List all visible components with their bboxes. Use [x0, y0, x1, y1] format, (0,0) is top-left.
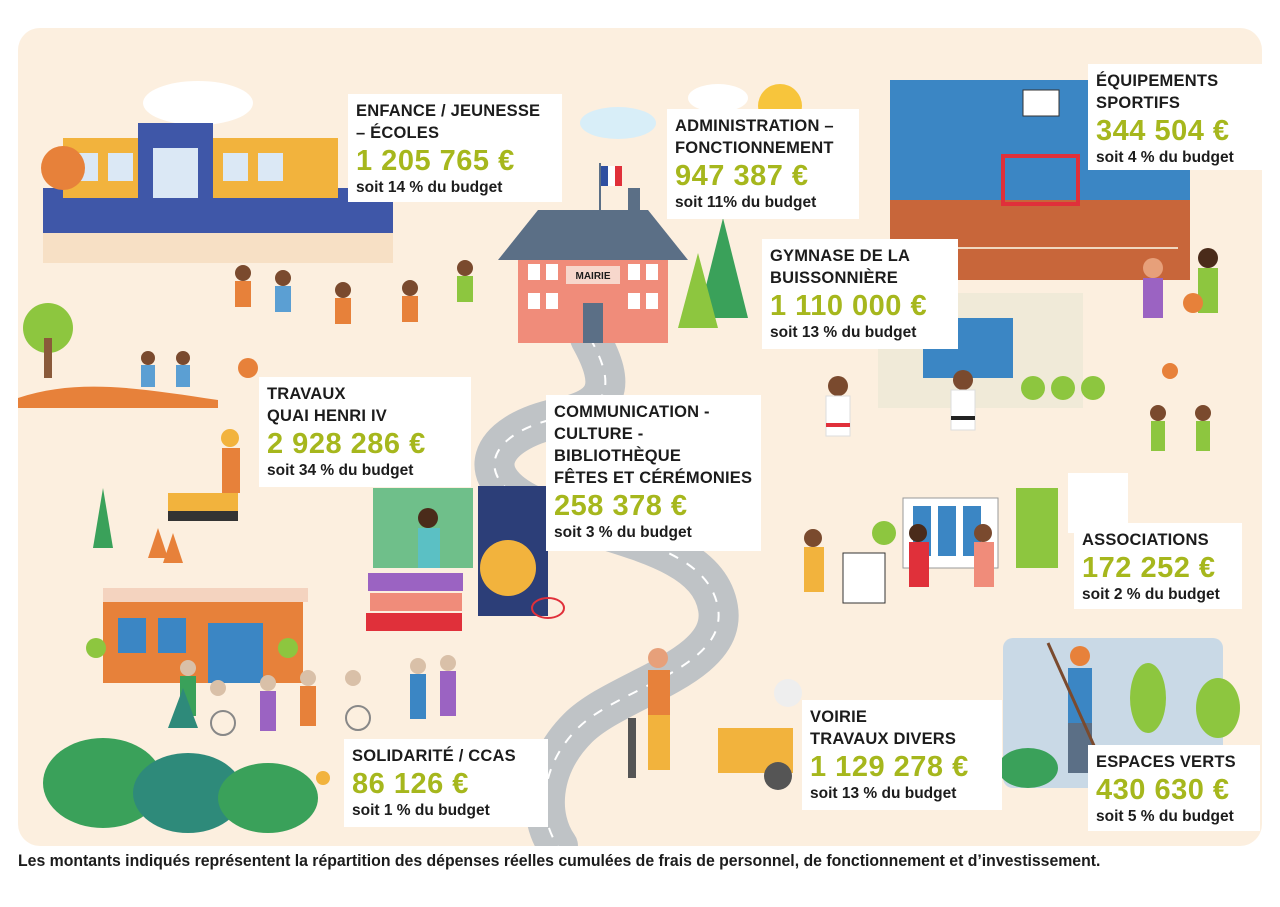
- card-title: BUISSONNIÈRE: [770, 269, 899, 287]
- card-title: ADMINISTRATION –: [675, 117, 834, 135]
- card-communication-culture: [546, 395, 761, 551]
- card-title: CULTURE -: [554, 425, 644, 443]
- construction-illustration: [93, 429, 240, 563]
- card-title: TRAVAUX: [267, 385, 346, 403]
- card-title: FONCTIONNEMENT: [675, 139, 834, 157]
- card-title: ÉQUIPEMENTS: [1096, 72, 1219, 90]
- card-amount: 1 129 278 €: [810, 751, 969, 783]
- card-solidarite-ccas: [344, 739, 548, 827]
- children-illustration: [141, 260, 473, 387]
- card-share: soit 4 % du budget: [1096, 149, 1234, 166]
- card-title: – ÉCOLES: [356, 124, 440, 142]
- card-amount: 258 378 €: [554, 490, 688, 522]
- card-amount: 947 387 €: [675, 160, 809, 192]
- card-title: ASSOCIATIONS: [1082, 531, 1209, 549]
- card-espaces-verts: [1088, 745, 1260, 831]
- card-share: soit 13 % du budget: [810, 785, 957, 802]
- card-title: SOLIDARITÉ / CCAS: [352, 747, 516, 765]
- card-travaux-quai: [259, 377, 471, 487]
- card-title: TRAVAUX DIVERS: [810, 730, 957, 748]
- card-title: COMMUNICATION -: [554, 403, 710, 421]
- card-share: soit 11% du budget: [675, 194, 817, 211]
- card-voirie: [802, 700, 1002, 810]
- card-amount: 1 205 765 €: [356, 145, 515, 177]
- mairie-sign: MAIRIE: [575, 271, 611, 282]
- card-share: soit 1 % du budget: [352, 802, 490, 819]
- card-associations: [1074, 523, 1242, 609]
- card-title: GYMNASE DE LA: [770, 247, 911, 265]
- card-title: BIBLIOTHÈQUE: [554, 447, 682, 465]
- card-title: ENFANCE / JEUNESSE: [356, 102, 541, 120]
- card-gymnase: [762, 239, 958, 349]
- card-title: FÊTES ET CÉRÉMONIES: [554, 469, 753, 487]
- card-share: soit 14 % du budget: [356, 179, 503, 196]
- school-illustration: [41, 123, 393, 263]
- card-equipements-sportifs: [1088, 64, 1262, 170]
- card-amount: 1 110 000 €: [770, 290, 928, 322]
- card-amount: 86 126 €: [352, 768, 469, 800]
- card-amount: 344 504 €: [1096, 115, 1230, 147]
- card-title: QUAI HENRI IV: [267, 407, 387, 425]
- card-amount: 172 252 €: [1082, 552, 1216, 584]
- plants-illustration: [43, 688, 330, 833]
- card-share: soit 5 % du budget: [1096, 808, 1234, 825]
- card-title: ESPACES VERTS: [1096, 753, 1236, 771]
- card-title: SPORTIFS: [1096, 94, 1181, 112]
- card-share: soit 13 % du budget: [770, 324, 917, 341]
- retirement-home-illustration: [86, 588, 308, 683]
- infographic-canvas: [18, 28, 1262, 846]
- footnote: Les montants indiqués représentent la répartition des dépenses réelles cumulées de frais de personnel, de fonctionnement et d’investissement.: [18, 851, 1101, 870]
- card-amount: 2 928 286 €: [267, 428, 426, 460]
- cloud: [143, 81, 253, 125]
- books-illustration: [366, 486, 564, 631]
- card-share: soit 34 % du budget: [267, 462, 414, 479]
- card-share: soit 3 % du budget: [554, 524, 692, 541]
- card-administration: [667, 109, 859, 219]
- card-share: soit 2 % du budget: [1082, 586, 1220, 603]
- card-amount: 430 630 €: [1096, 774, 1230, 806]
- card-title: VOIRIE: [810, 708, 868, 726]
- card-enfance-jeunesse: [348, 94, 562, 202]
